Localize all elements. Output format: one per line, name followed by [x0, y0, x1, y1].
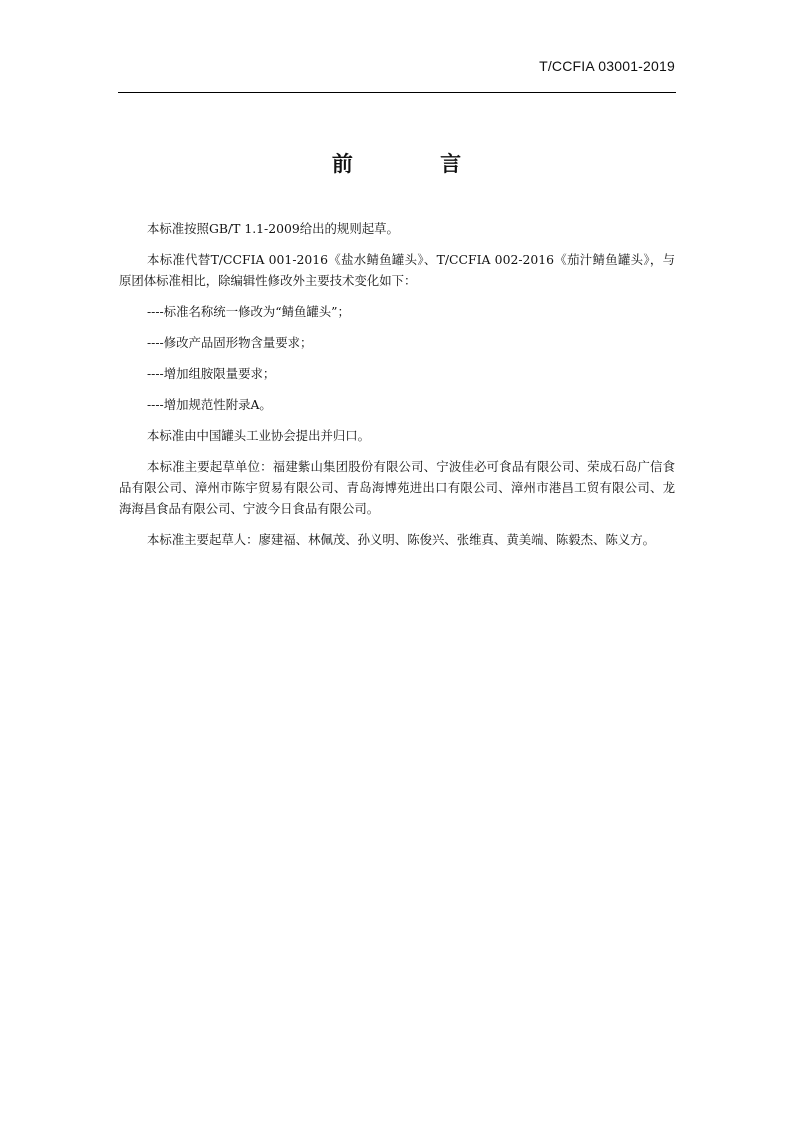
paragraph-drafters: 本标准主要起草人：廖建福、林佩茂、孙义明、陈俊兴、张维真、黄美端、陈毅杰、陈义方。 [147, 532, 656, 547]
foreword-body [119, 218, 675, 560]
paragraph-proposer: 本标准由中国罐头工业协会提出并归口。 [147, 428, 371, 443]
change-item-solids: ----修改产品固形物含量要求； [147, 335, 313, 350]
page-title: 前 言 [331, 152, 502, 176]
paragraph-drafting-units: 本标准主要起草单位：福建紫山集团股份有限公司、宁波佳必可食品有限公司、荣成石岛广信食品有限公司、漳州市陈宇贸易有限公司、青岛海博苑进出口有限公司、漳州市港昌工贸有限公司、龙海海昌食品有限公司、宁波今日食品有限公司。 [119, 459, 675, 516]
paragraph-drafting-rules: 本标准按照GB/T 1.1-2009给出的规则起草。 [147, 221, 399, 236]
change-item-annex: ----增加规范性附录A。 [147, 397, 272, 412]
standard-code: T/CCFIA 03001-2019 [539, 58, 675, 74]
change-item-histamine: ----增加组胺限量要求； [147, 366, 276, 381]
change-item-name: ----标准名称统一修改为“鲭鱼罐头”； [147, 304, 350, 319]
paragraph-replacement: 本标准代替T/CCFIA 001-2016《盐水鲭鱼罐头》、T/CCFIA 002-2016《茄汁鲭鱼罐头》，与原团体标准相比，除编辑性修改外主要技术变化如下： [119, 252, 675, 288]
header-divider [118, 92, 676, 93]
